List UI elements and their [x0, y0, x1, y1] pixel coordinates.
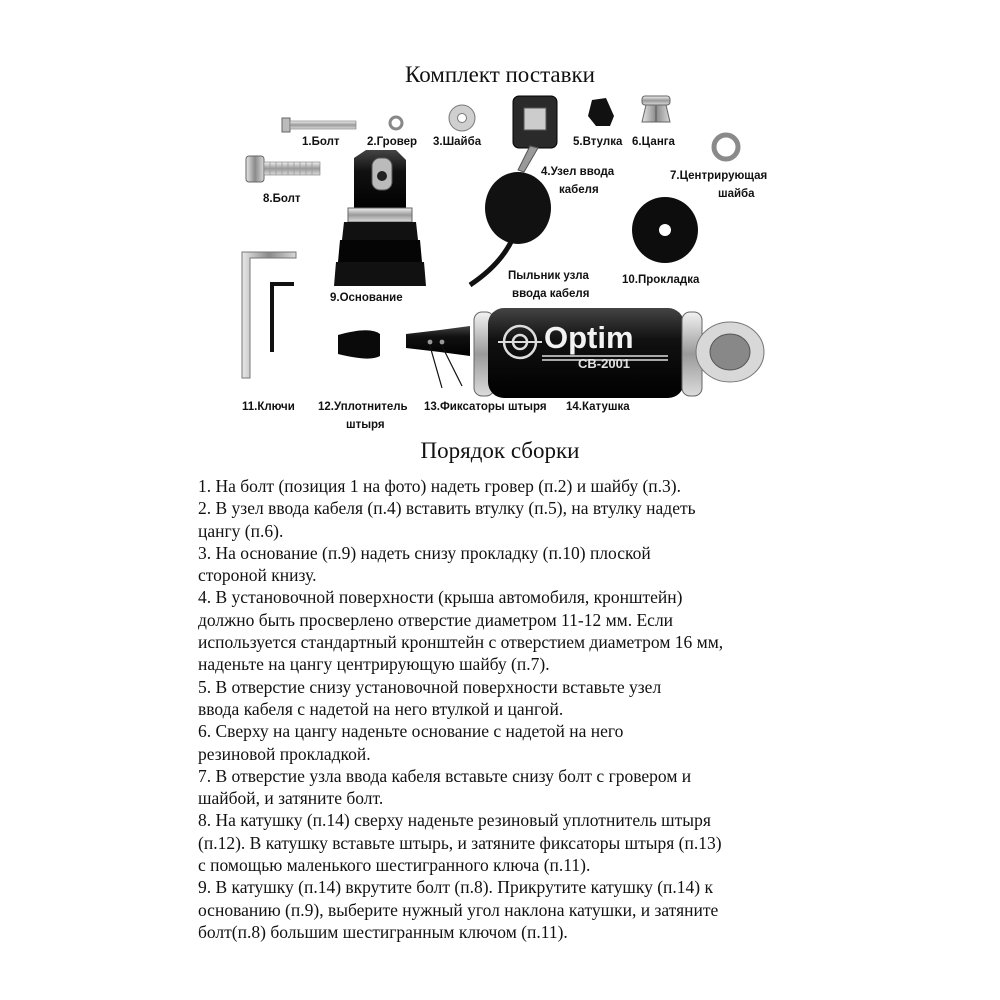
label-bolt-1: 1.Болт [302, 136, 340, 148]
label-bushing: 5.Втулка [573, 136, 623, 148]
label-boot-2: ввода кабеля [512, 288, 590, 300]
assembly-step: 7. В отверстие узла ввода кабеля вставьте снизу болт с гровером и шайбой, и затяните болт. [198, 765, 692, 809]
assembly-step: 4. В установочной поверхности (крыша автомобиля, кронштейн) должно быть просверлено отверстие диаметром 11-12 мм. Если используется стандартный кронштейн с отверстием диаметром 16 мм, наденьте на цангу центрирующую шайбу (п.7). [198, 587, 724, 675]
lock-washer-image [390, 117, 402, 129]
assembly-step: 2. В узел ввода кабеля (п.4) вставить втулку (п.5), на втулку надеть цангу (п.6). [198, 498, 696, 541]
label-cable-entry-2: кабеля [559, 184, 599, 196]
cable-entry-image [470, 96, 557, 285]
kit-title: Комплект поставки [405, 62, 595, 87]
brand-model: CB-2001 [578, 356, 631, 371]
label-lock-washer: 2.Гровер [367, 136, 418, 148]
label-coil: 14.Катушка [566, 401, 630, 413]
label-hex-keys: 11.Ключи [242, 401, 295, 413]
assembly-steps [198, 475, 818, 943]
assembly-step: 8. На катушку (п.14) сверху наденьте резиновый уплотнитель штыря (п.12). В катушку вставьте штырь, и затяните фиксаторы штыря (п.13) с помощью маленького шестигранного ключа (п.11). [198, 810, 722, 876]
assembly-step: 5. В отверстие снизу установочной поверхности вставьте узел ввода кабеля с надетой на него втулкой и цангой. [198, 676, 662, 719]
coil-image [406, 308, 764, 398]
assembly-step: 1. На болт (позиция 1 на фото) надеть гровер (п.2) и шайбу (п.3). [198, 476, 681, 496]
assembly-step: 3. На основание (п.9) надеть снизу прокладку (п.10) плоской стороной книзу. [198, 542, 651, 586]
centering-washer-image [714, 135, 738, 159]
assembly-title: Порядок сборки [420, 438, 580, 463]
gasket-image [632, 197, 698, 263]
label-washer: 3.Шайба [433, 136, 482, 148]
label-bolt-8: 8.Болт [263, 193, 301, 205]
washer-image [449, 105, 475, 131]
assembly-step: 6. Сверху на цангу наденьте основание с надетой на него резиновой прокладкой. [198, 721, 624, 764]
label-fixing-screws: 13.Фиксаторы штыря [424, 401, 547, 413]
label-gasket: 10.Прокладка [622, 274, 700, 286]
kit-photo [230, 90, 790, 438]
label-whip-seal-1: 12.Уплотнитель [318, 401, 408, 413]
bolt-8-image [246, 156, 320, 182]
bolt-1-image [282, 118, 356, 132]
label-boot-1: Пыльник узла [508, 270, 589, 282]
hex-keys-image [242, 252, 296, 378]
label-whip-seal-2: штыря [346, 419, 385, 431]
assembly-step: 9. В катушку (п.14) вкрутите болт (п.8). Прикрутите катушку (п.14) к основанию (п.9), выберите нужный угол наклона катушки, и затяните болт(п.8) большим шестигранным ключом (п.11). [198, 877, 719, 942]
label-centering-washer-1: 7.Центрирующая [670, 170, 768, 182]
base-image [334, 150, 426, 286]
collet-image [642, 96, 670, 122]
label-collet: 6.Цанга [632, 136, 675, 148]
whip-seal-image [338, 330, 380, 358]
brand-name: Optim [544, 320, 634, 355]
label-cable-entry-1: 4.Узел ввода [541, 166, 615, 178]
bushing-image [588, 98, 614, 126]
label-base: 9.Основание [330, 292, 403, 304]
label-centering-washer-2: шайба [718, 188, 755, 200]
